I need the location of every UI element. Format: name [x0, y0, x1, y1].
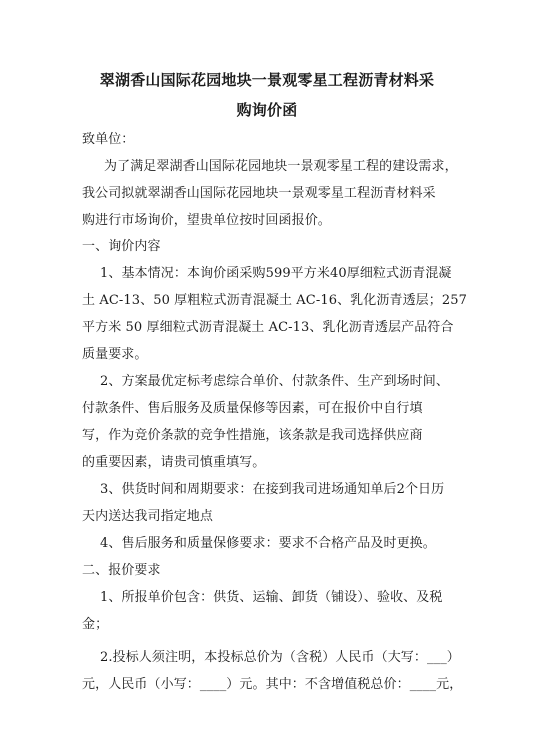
document-title-line-2: 购询价函: [236, 101, 298, 119]
requirement-1-line: 金；: [82, 617, 109, 632]
item-2-line: 的重要因素，请贵司慎重填写。: [82, 455, 266, 470]
requirement-2-line: 2.投标人须注明，本投标总价为（含税）人民币（大写：___）: [100, 650, 460, 665]
requirement-2-line: 元，人民币（小写：____）元。其中：不含增值税总价：____元，: [82, 677, 463, 692]
item-2-line: 付款条件、售后服务及质量保修等因素，可在报价中自行填: [82, 401, 423, 416]
section-heading-quote: 二、报价要求: [82, 563, 161, 578]
requirement-1-line: 1、所报单价包含：供货、运输、卸货（铺设）、验收、及税: [100, 590, 443, 605]
item-2-line: 2、方案最优定标考虑综合单价、付款条件、生产到场时间、: [100, 374, 449, 389]
item-3-line: 天内送达我司指定地点: [82, 509, 214, 524]
intro-line: 我公司拟就翠湖香山国际花园地块一景观零星工程沥青材料采: [82, 186, 436, 201]
item-1-line: 平方米 50 厚细粒式沥青混凝土 AC-13、乳化沥青透层产品符合: [82, 320, 454, 335]
item-3-line: 3、供货时间和周期要求：在接到我司进场通知单后2个日历: [100, 482, 445, 497]
intro-line: 购进行市场询价，望贵单位按时回函报价。: [82, 213, 331, 228]
section-heading-inquiry: 一、询价内容: [82, 239, 161, 254]
greeting: 致单位：: [82, 132, 135, 147]
document-title-line-1: 翠湖香山国际花园地块一景观零星工程沥青材料采: [99, 71, 435, 89]
item-4-line: 4、售后服务和质量保修要求：要求不合格产品及时更换。: [100, 536, 436, 551]
item-1-line: 质量要求。: [82, 347, 148, 362]
item-1-line: 1、基本情况：本询价函采购599平方米40厚细粒式沥青混凝: [100, 266, 452, 281]
item-1-line: 土 AC-13、50 厚粗粒式沥青混凝土 AC-16、乳化沥青透层；257: [82, 293, 467, 308]
intro-line: 为了满足翠湖香山国际花园地块一景观零星工程的建设需求，: [104, 159, 458, 174]
item-2-line: 写，作为竞价条款的竞争性措施，该条款是我司选择供应商: [82, 428, 423, 443]
